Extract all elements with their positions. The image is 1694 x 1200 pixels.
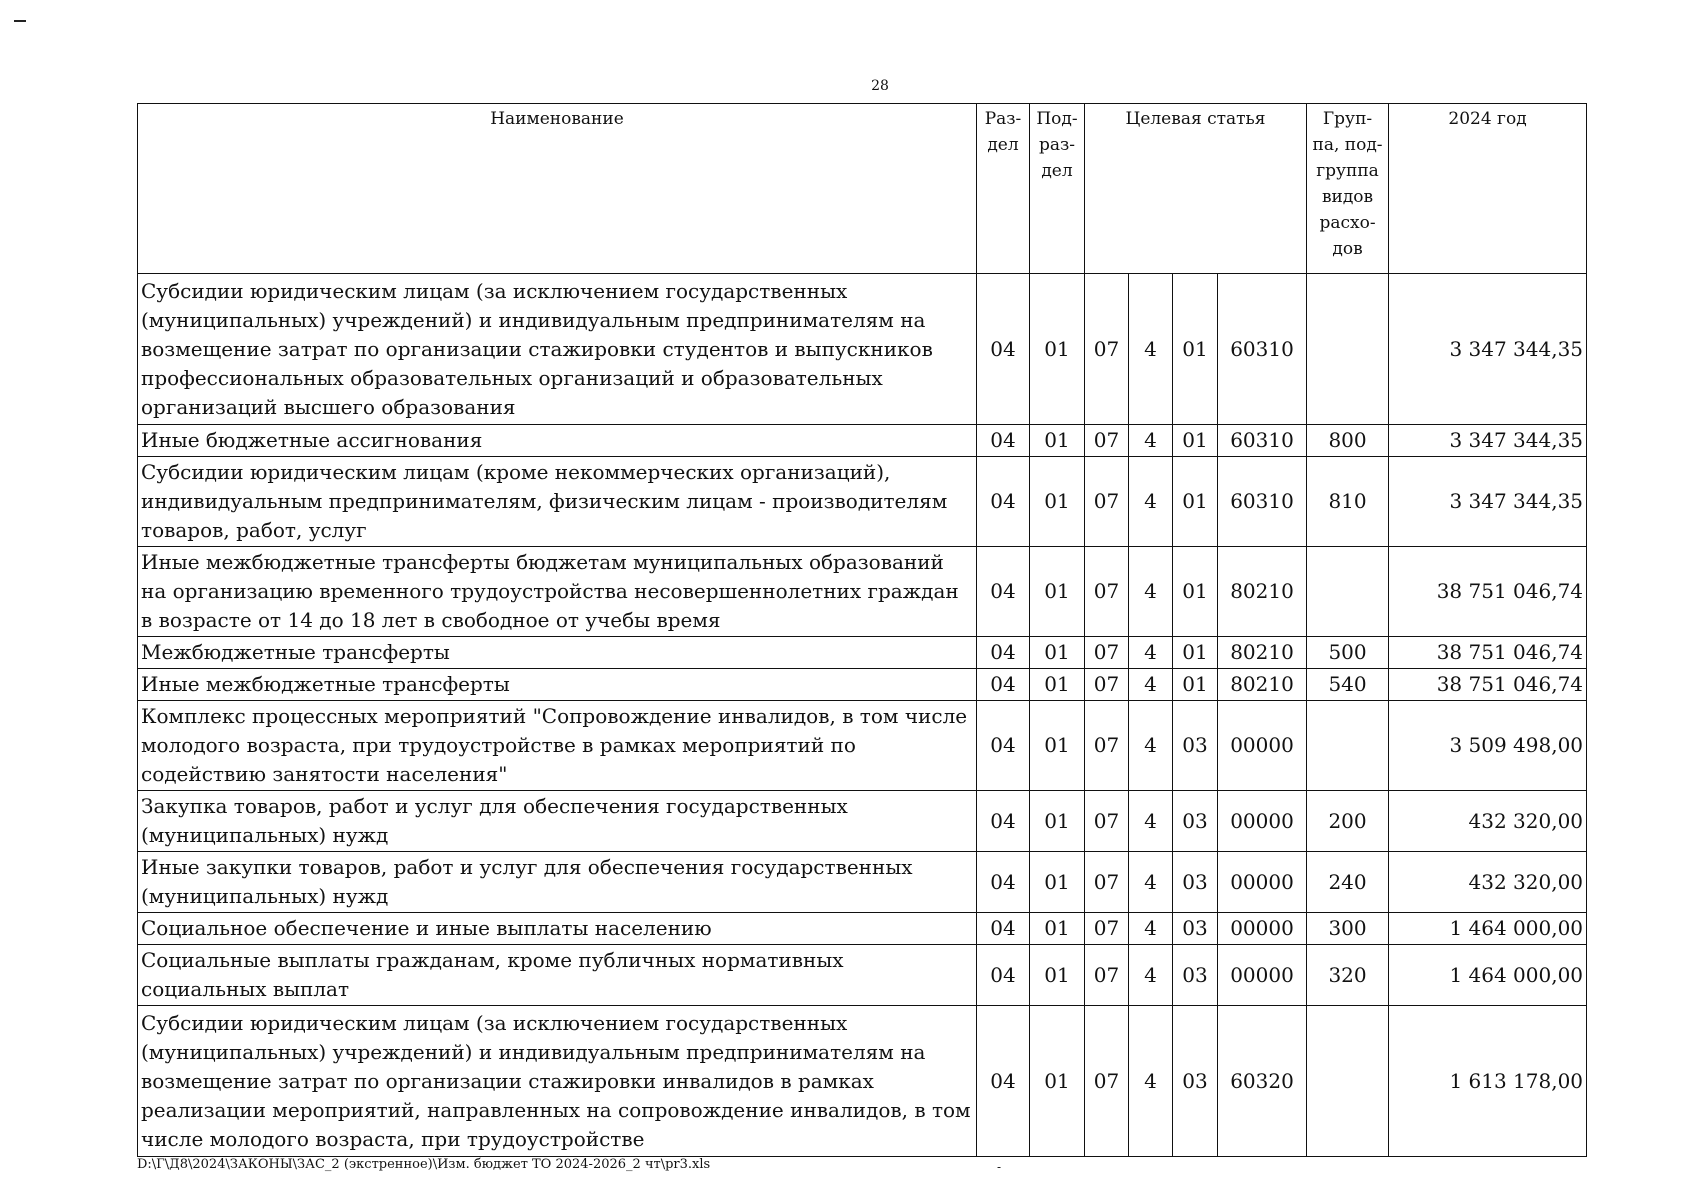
row-section: 04 bbox=[977, 669, 1030, 701]
row-target-type: 4 bbox=[1129, 547, 1173, 637]
row-section: 04 bbox=[977, 852, 1030, 913]
row-target-direction: 00000 bbox=[1218, 913, 1307, 945]
row-amount: 432 320,00 bbox=[1389, 852, 1587, 913]
row-subsection: 01 bbox=[1030, 1006, 1085, 1157]
row-target-type: 4 bbox=[1129, 669, 1173, 701]
row-amount: 3 347 344,35 bbox=[1389, 457, 1587, 547]
row-target-program: 07 bbox=[1085, 913, 1129, 945]
table-row bbox=[138, 457, 1587, 547]
row-section: 04 bbox=[977, 913, 1030, 945]
header-target-article: Целевая статья bbox=[1085, 104, 1307, 274]
row-subsection: 01 bbox=[1030, 457, 1085, 547]
row-target-complex: 01 bbox=[1173, 425, 1218, 457]
table-header-row bbox=[138, 104, 1587, 274]
row-target-type: 4 bbox=[1129, 791, 1173, 852]
row-subsection: 01 bbox=[1030, 791, 1085, 852]
row-amount: 3 347 344,35 bbox=[1389, 425, 1587, 457]
row-section: 04 bbox=[977, 425, 1030, 457]
row-target-complex: 03 bbox=[1173, 701, 1218, 791]
row-subsection: 01 bbox=[1030, 547, 1085, 637]
row-section: 04 bbox=[977, 547, 1030, 637]
row-section: 04 bbox=[977, 1006, 1030, 1157]
row-target-complex: 01 bbox=[1173, 637, 1218, 669]
row-target-direction: 00000 bbox=[1218, 852, 1307, 913]
row-subsection: 01 bbox=[1030, 425, 1085, 457]
row-target-type: 4 bbox=[1129, 852, 1173, 913]
table-row bbox=[138, 669, 1587, 701]
row-section: 04 bbox=[977, 945, 1030, 1006]
row-target-direction: 60310 bbox=[1218, 425, 1307, 457]
row-target-type: 4 bbox=[1129, 637, 1173, 669]
row-target-program: 07 bbox=[1085, 547, 1129, 637]
row-target-type: 4 bbox=[1129, 701, 1173, 791]
row-target-program: 07 bbox=[1085, 669, 1129, 701]
row-section: 04 bbox=[977, 791, 1030, 852]
row-target-complex: 01 bbox=[1173, 274, 1218, 425]
table-row bbox=[138, 791, 1587, 852]
row-expense-group: 800 bbox=[1307, 425, 1389, 457]
row-name: Иные закупки товаров, работ и услуг для обеспечения государственных (муниципальных) нужд bbox=[138, 852, 977, 913]
row-name: Субсидии юридическим лицам (за исключением государственных (муниципальных) учреждений) и индивидуальным предпринимателям на возмещение затрат по организации стажировки студентов и выпускников профессиональных образовательных организаций и образовательных организаций высшего образования bbox=[138, 274, 977, 425]
row-expense-group: 500 bbox=[1307, 637, 1389, 669]
row-amount: 3 509 498,00 bbox=[1389, 701, 1587, 791]
row-name: Социальное обеспечение и иные выплаты населению bbox=[138, 913, 977, 945]
row-expense-group bbox=[1307, 547, 1389, 637]
row-expense-group: 240 bbox=[1307, 852, 1389, 913]
row-expense-group bbox=[1307, 701, 1389, 791]
row-target-type: 4 bbox=[1129, 945, 1173, 1006]
row-target-program: 07 bbox=[1085, 637, 1129, 669]
row-name: Закупка товаров, работ и услуг для обеспечения государственных (муниципальных) нужд bbox=[138, 791, 977, 852]
row-expense-group: 320 bbox=[1307, 945, 1389, 1006]
row-target-direction: 80210 bbox=[1218, 637, 1307, 669]
table-row bbox=[138, 701, 1587, 791]
row-name: Иные межбюджетные трансферты bbox=[138, 669, 977, 701]
row-name: Комплекс процессных мероприятий "Сопровождение инвалидов, в том числе молодого возраста, при трудоустройстве в рамках мероприятий по содействию занятости населения" bbox=[138, 701, 977, 791]
row-section: 04 bbox=[977, 457, 1030, 547]
header-expense-group: Груп- па, под- группа видов расхо- дов bbox=[1307, 104, 1389, 274]
row-target-direction: 00000 bbox=[1218, 701, 1307, 791]
row-name: Субсидии юридическим лицам (кроме некоммерческих организаций), индивидуальным предпринимателям, физическим лицам - производителям товаров, работ, услуг bbox=[138, 457, 977, 547]
row-amount: 38 751 046,74 bbox=[1389, 547, 1587, 637]
row-subsection: 01 bbox=[1030, 274, 1085, 425]
row-amount: 432 320,00 bbox=[1389, 791, 1587, 852]
row-amount: 1 613 178,00 bbox=[1389, 1006, 1587, 1157]
row-subsection: 01 bbox=[1030, 701, 1085, 791]
row-subsection: 01 bbox=[1030, 913, 1085, 945]
row-expense-group: 300 bbox=[1307, 913, 1389, 945]
table-row bbox=[138, 637, 1587, 669]
row-name: Иные бюджетные ассигнования bbox=[138, 425, 977, 457]
page-dash-mark bbox=[14, 20, 26, 22]
table-row bbox=[138, 547, 1587, 637]
row-target-direction: 60310 bbox=[1218, 274, 1307, 425]
footer-mark: - bbox=[997, 1160, 1002, 1174]
footer-file-path: D:\Г\Д8\2024\ЗАКОНЫ\ЗАС_2 (экстренное)\Изм. бюджет ТО 2024-2026_2 чт\pr3.xls bbox=[137, 1157, 711, 1172]
row-target-program: 07 bbox=[1085, 791, 1129, 852]
row-target-direction: 60320 bbox=[1218, 1006, 1307, 1157]
table-row bbox=[138, 425, 1587, 457]
row-target-program: 07 bbox=[1085, 457, 1129, 547]
header-name: Наименование bbox=[138, 104, 977, 274]
row-subsection: 01 bbox=[1030, 637, 1085, 669]
row-target-direction: 00000 bbox=[1218, 945, 1307, 1006]
row-name: Межбюджетные трансферты bbox=[138, 637, 977, 669]
budget-table bbox=[137, 103, 1587, 1157]
row-expense-group: 540 bbox=[1307, 669, 1389, 701]
row-section: 04 bbox=[977, 637, 1030, 669]
row-target-type: 4 bbox=[1129, 1006, 1173, 1157]
row-target-program: 07 bbox=[1085, 852, 1129, 913]
row-target-direction: 80210 bbox=[1218, 547, 1307, 637]
row-target-direction: 80210 bbox=[1218, 669, 1307, 701]
row-target-complex: 03 bbox=[1173, 945, 1218, 1006]
row-target-program: 07 bbox=[1085, 425, 1129, 457]
row-expense-group bbox=[1307, 274, 1389, 425]
page-number: 28 bbox=[871, 78, 889, 94]
table-row bbox=[138, 913, 1587, 945]
header-year-2024: 2024 год bbox=[1389, 104, 1587, 274]
table-row bbox=[138, 274, 1587, 425]
row-amount: 3 347 344,35 bbox=[1389, 274, 1587, 425]
row-target-type: 4 bbox=[1129, 913, 1173, 945]
header-subsection: Под- раз- дел bbox=[1030, 104, 1085, 274]
row-target-program: 07 bbox=[1085, 274, 1129, 425]
row-target-complex: 03 bbox=[1173, 791, 1218, 852]
row-subsection: 01 bbox=[1030, 669, 1085, 701]
row-section: 04 bbox=[977, 274, 1030, 425]
row-expense-group bbox=[1307, 1006, 1389, 1157]
table-body bbox=[138, 274, 1587, 1157]
row-amount: 1 464 000,00 bbox=[1389, 913, 1587, 945]
row-section: 04 bbox=[977, 701, 1030, 791]
row-target-direction: 00000 bbox=[1218, 791, 1307, 852]
row-name: Иные межбюджетные трансферты бюджетам муниципальных образований на организацию временного трудоустройства несовершеннолетних граждан в возрасте от 14 до 18 лет в свободное от учебы время bbox=[138, 547, 977, 637]
row-target-program: 07 bbox=[1085, 945, 1129, 1006]
row-target-complex: 01 bbox=[1173, 669, 1218, 701]
row-name: Социальные выплаты гражданам, кроме публичных нормативных социальных выплат bbox=[138, 945, 977, 1006]
row-target-complex: 03 bbox=[1173, 852, 1218, 913]
row-target-complex: 03 bbox=[1173, 913, 1218, 945]
row-target-type: 4 bbox=[1129, 274, 1173, 425]
row-expense-group: 810 bbox=[1307, 457, 1389, 547]
row-target-type: 4 bbox=[1129, 425, 1173, 457]
row-target-program: 07 bbox=[1085, 1006, 1129, 1157]
row-amount: 1 464 000,00 bbox=[1389, 945, 1587, 1006]
table-row bbox=[138, 852, 1587, 913]
table-row bbox=[138, 945, 1587, 1006]
row-amount: 38 751 046,74 bbox=[1389, 637, 1587, 669]
row-target-program: 07 bbox=[1085, 701, 1129, 791]
row-subsection: 01 bbox=[1030, 945, 1085, 1006]
table-row bbox=[138, 1006, 1587, 1157]
row-target-type: 4 bbox=[1129, 457, 1173, 547]
row-target-complex: 01 bbox=[1173, 547, 1218, 637]
row-subsection: 01 bbox=[1030, 852, 1085, 913]
row-expense-group: 200 bbox=[1307, 791, 1389, 852]
row-target-complex: 03 bbox=[1173, 1006, 1218, 1157]
row-target-direction: 60310 bbox=[1218, 457, 1307, 547]
row-target-complex: 01 bbox=[1173, 457, 1218, 547]
header-section: Раз- дел bbox=[977, 104, 1030, 274]
row-name: Субсидии юридическим лицам (за исключением государственных (муниципальных) учреждений) и индивидуальным предпринимателям на возмещение затрат по организации стажировки инвалидов в рамках реализации мероприятий, направленных на сопровождение инвалидов, в том числе молодого возраста, при трудоустройстве bbox=[138, 1006, 977, 1157]
row-amount: 38 751 046,74 bbox=[1389, 669, 1587, 701]
